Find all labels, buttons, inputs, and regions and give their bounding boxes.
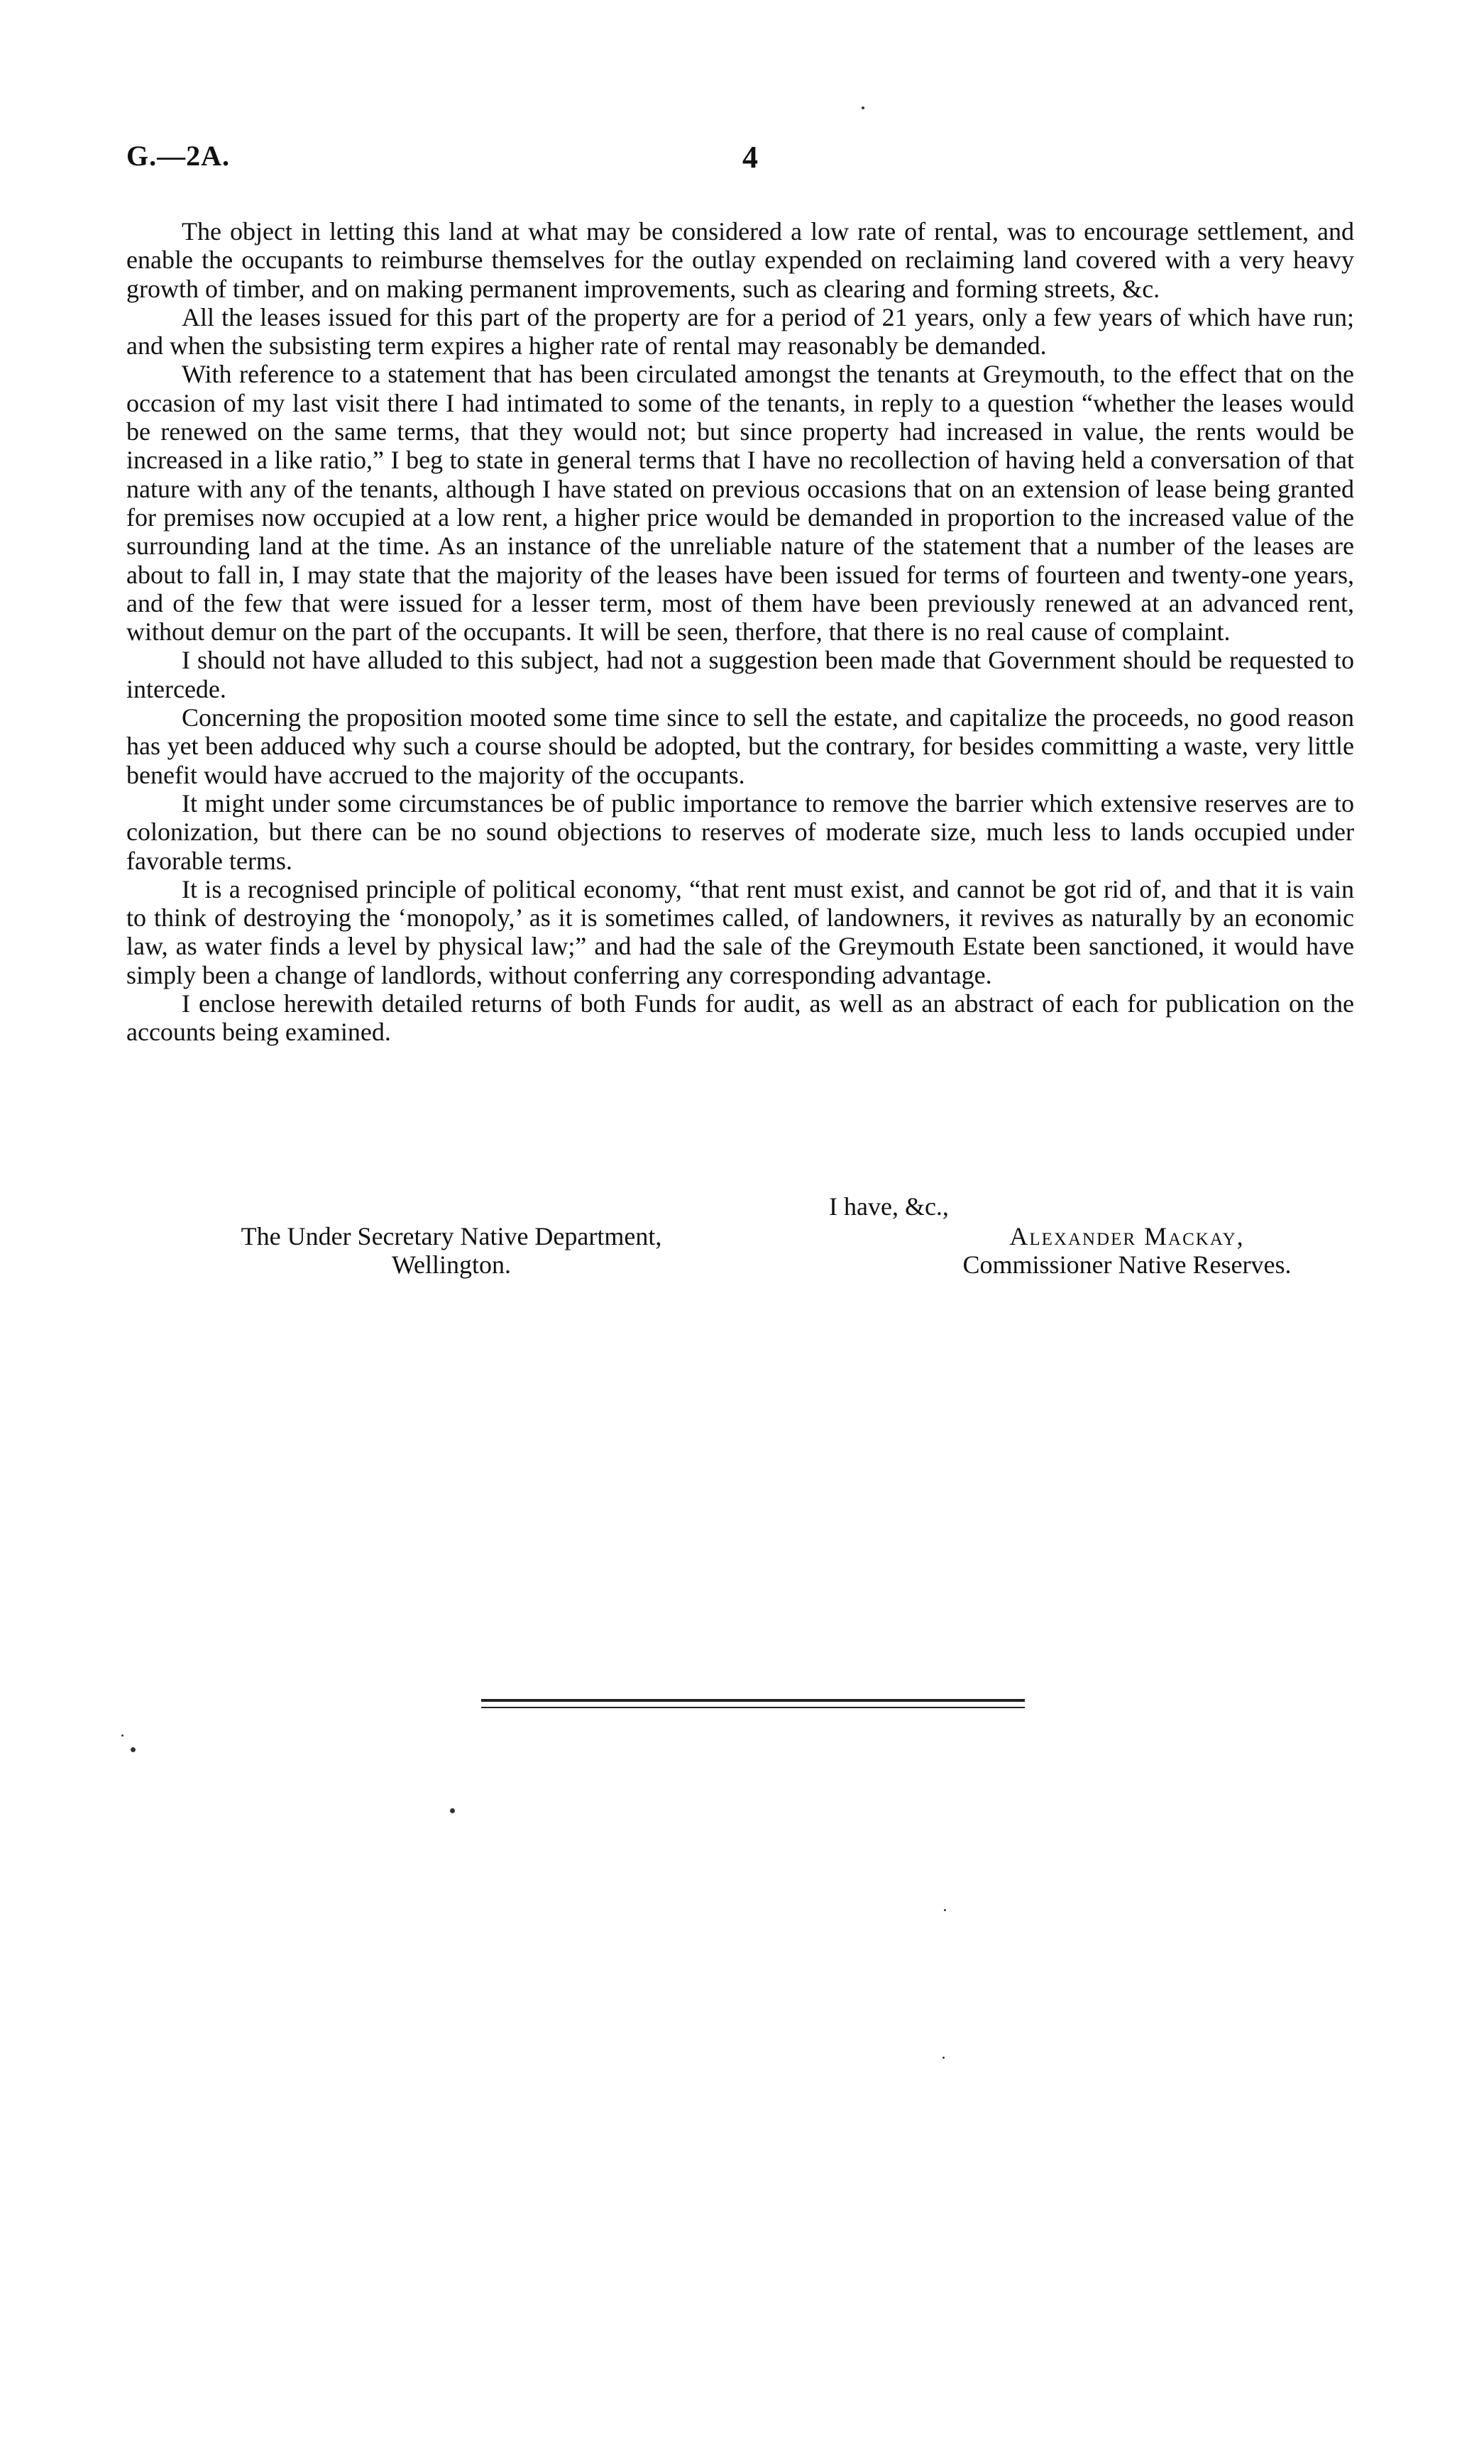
salutation: I have, &c., — [829, 1192, 949, 1221]
print-speck — [942, 2057, 945, 2059]
paragraph: It is a recognised principle of political economy, “that rent must exist, and cannot be got rid of, and that it is vain to think of destroying the ‘monopoly,’ as it is sometimes called, of landowners, it revives as naturally by an economic law, as water finds a level by physical law;” and had the sale of the Greymouth Estate been sanctioned, it would have simply been a change of landlords, without conferring any corresponding advantage. — [126, 874, 1354, 989]
signer-name: Alexander Mackay, — [1009, 1222, 1245, 1250]
paragraph: All the leases issued for this part of the property are for a period of 21 years, only a few years of which have run; and when the subsisting term expires a higher rate of rental may reasonably be demanded. — [126, 302, 1354, 361]
end-rule-thin — [481, 1707, 1025, 1708]
print-speck — [450, 1808, 455, 1813]
paragraph: I should not have alluded to this subject, had not a suggestion been made that Government should be requested to intercede. — [126, 646, 1354, 703]
paragraph: It might under some circumstances be of public importance to remove the barrier which extensive reserves are to colonization, but there can be no sound objections to reserves of moderate size, much less to lands occupied under favorable terms. — [126, 788, 1354, 875]
paragraph: With reference to a statement that has been circulated amongst the tenants at Greymouth, to the effect that on the occasion of my last visit there I had intimated to some of the tenants, in reply to a question “whether the leases would be renewed on the same terms, that they would not; but since property had increased in value, the rents would be increased in a like ratio,” I beg to state in general terms that I have no recollection of having held a conversation of that nature with any of the tenants, although I have stated on previous occasions that on an extension of lease being granted for premises now occupied at a low rent, a higher price would be demanded in proportion to the increased value of the surrounding land at the time. As an instance of the unreliable nature of the statement that a number of the leases are about to fall in, I may state that the majority of the leases have been issued for terms of fourteen and twenty-one years, and of the few that were issued for a lesser term, most of them have been previously renewed at an advanced rent, without demur on the part of the occupants. It will be seen, therfore, that there is no real cause of complaint. — [126, 360, 1354, 647]
signature-block — [893, 1222, 1361, 1279]
paragraph: Concerning the proposition mooted some time since to sell the estate, and capitalize the proceeds, no good reason has yet been adduced why such a course should be adopted, but the contrary, for besides committing a waste, very little benefit would have accrued to the majority of the occupants. — [126, 703, 1354, 789]
letter-body — [126, 217, 1354, 1047]
print-speck — [131, 1747, 136, 1752]
addressee-location: Wellington. — [391, 1250, 512, 1279]
print-speck — [944, 1909, 946, 1911]
addressee-block — [182, 1222, 721, 1279]
print-speck — [121, 1734, 123, 1737]
page-number: 4 — [742, 140, 758, 175]
addressee-line: The Under Secretary Native Department, — [241, 1222, 662, 1250]
document-reference: G.—2A. — [126, 140, 230, 172]
letter-closing — [126, 1192, 1354, 1292]
signer-title: Commissioner Native Reserves. — [962, 1250, 1292, 1279]
print-speck — [862, 106, 864, 109]
paragraph: The object in letting this land at what may be considered a low rate of rental, was to encourage settlement, and enable the occupants to reimburse themselves for the outlay expended on reclaiming land covered with a very heavy growth of timber, and on making permanent improvements, such as clearing and forming streets, &c. — [126, 217, 1354, 303]
end-rule — [481, 1699, 1025, 1702]
page-header — [126, 139, 1354, 182]
paragraph: I enclose herewith detailed returns of both Funds for audit, as well as an abstract of each for publication on the accounts being examined. — [126, 989, 1354, 1047]
